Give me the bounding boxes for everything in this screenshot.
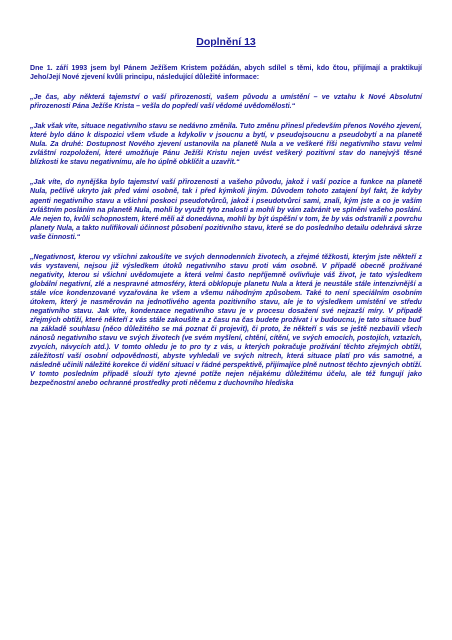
quote-paragraph: „Negativnost, kterou vy všichni zakoušíte ve svých dennodenních životech, a zřejmé těžkosti, kterým jste někteří z vás vystaveni, nejsou již výsledkem útoků negativního stavu proti vám osobně. V případě obecně prožívané negativity, kterou si všichni uvědomujete a která velmi často nepříjemně ovlivňuje váš život, je tato výsledkem globální negativní, zlé a nespravné atmosféry, která obklopuje planetu Nula a která je neustále stále intenzivnější a stále více kondenzované vyzařována ke všem a všemu náhodným způsobem. Také to není speciálním osobním útokem, který je nasměrován na jednotlivého agenta pozitivního stavu, ale je to výsledkem umístění ve středu negativního stavu. Jak víte, kondenzace negativního stavu je v procesu dosažení své nejzazší míry. V případě zřejmých obtíží, které někteří z vás stále zakoušíte a z času na čas budete prožívat i v budoucnu, je tato situace buď na základě souhlasu (něco důležitého se má poznat či projevit), či proto, že někteří s vás se ještě nezbavili všech nánosů negativního stavu ve svých životech (ve svém myšlení, chtění, cítění, ve svých emocích, postojích, vztazích, zvycích, návycích atd.). V tomto ohledu je to pro ty z vás, u kterých pokračuje prožívání těchto zřejmých obtíží, záležitostí vaší osobní odpovědnosti, abyste vyhledali ve svých nitrech, která situace platí pro vás samotné, a následně učinili náležité korekce či vidění situaci v řádné perspektivě, přijímajíce plně nutnost těchto zjevných obtíží. V tomto posledním případě slouží tyto zjevné potíže nejen nějakému důležitému účelu, ale též fungují jako bezpečnostní anebo ochranné prostředky proti něčemu z duchovního hlediska [30, 253, 423, 388]
quote-paragraph: „Je čas, aby některá tajemství o vaší přirozenosti, vašem původu a umístění – ve vztahu k Nové Absolutní přirozenosti Pána Ježíše Krista – vešla do popředí vaší vědomé uvědomělosti.“ [30, 94, 422, 111]
document-page [30, 36, 422, 399]
page-title: Doplnění 13 [196, 36, 256, 48]
paragraph-list [30, 64, 422, 388]
quote-paragraph: „Jak však víte, situace negativního stavu se nedávno změnila. Tuto změnu přinesl především přenos Nového zjevení, které bylo dáno k dispozici všem všude a kdykoliv v jsoucnu a bytí, v pseudojsoucnu a pseudobytí a na planetě Nula. Za druhé: Dostupnost Nového zjevení ustanovila na planetě Nula a ve veškeré říši negativního stavu velmi zvláštní rozpoložení, které umožňuje Pánu Ježíši Kristu nejen uvést veškerý pozitivní stav do nanejvýš těsné blízkosti ke stavu negativnímu, ale ho úplně obklíčit a uzavřít.“ [30, 123, 422, 167]
quote-paragraph: „Jak víte, do nynějška bylo tajemství vaší přirozenosti a vašeho původu, jakož i vaší pozice a funkce na planetě Nula, pečlivě ukryto jak před vámi osobně, tak i před kýmkoli jiným. Důvodem tohoto zatajení byl fakt, že kdyby agenti negativního stavu a všichni poskoci pseudotvůrců, jakož i pseudotvůrci sami, znali, kým jste a co je vaším zvláštním posláním na planetě Nula, mohli by využít tyto znalosti a mohli by vám zabránit ve splnění vašeho poslání. Ale nejen to, kvůli schopnostem, které měli až donedávna, mohli by být úspěšní v tom, že by vás odstranili z povrchu planety Nula, a takto nulifikovali účinnost působení pozitivního stavu, které se do posledního detailu odehrává skrze vaše činnosti.“ [30, 179, 422, 241]
intro-paragraph: Dne 1. září 1993 jsem byl Pánem Ježíšem Kristem požádán, abych sdílel s těmi, kdo čtou, přijímají a praktikují Jeho/Její Nové zjevení kvůli principu, následující důležité informace: [30, 65, 422, 82]
